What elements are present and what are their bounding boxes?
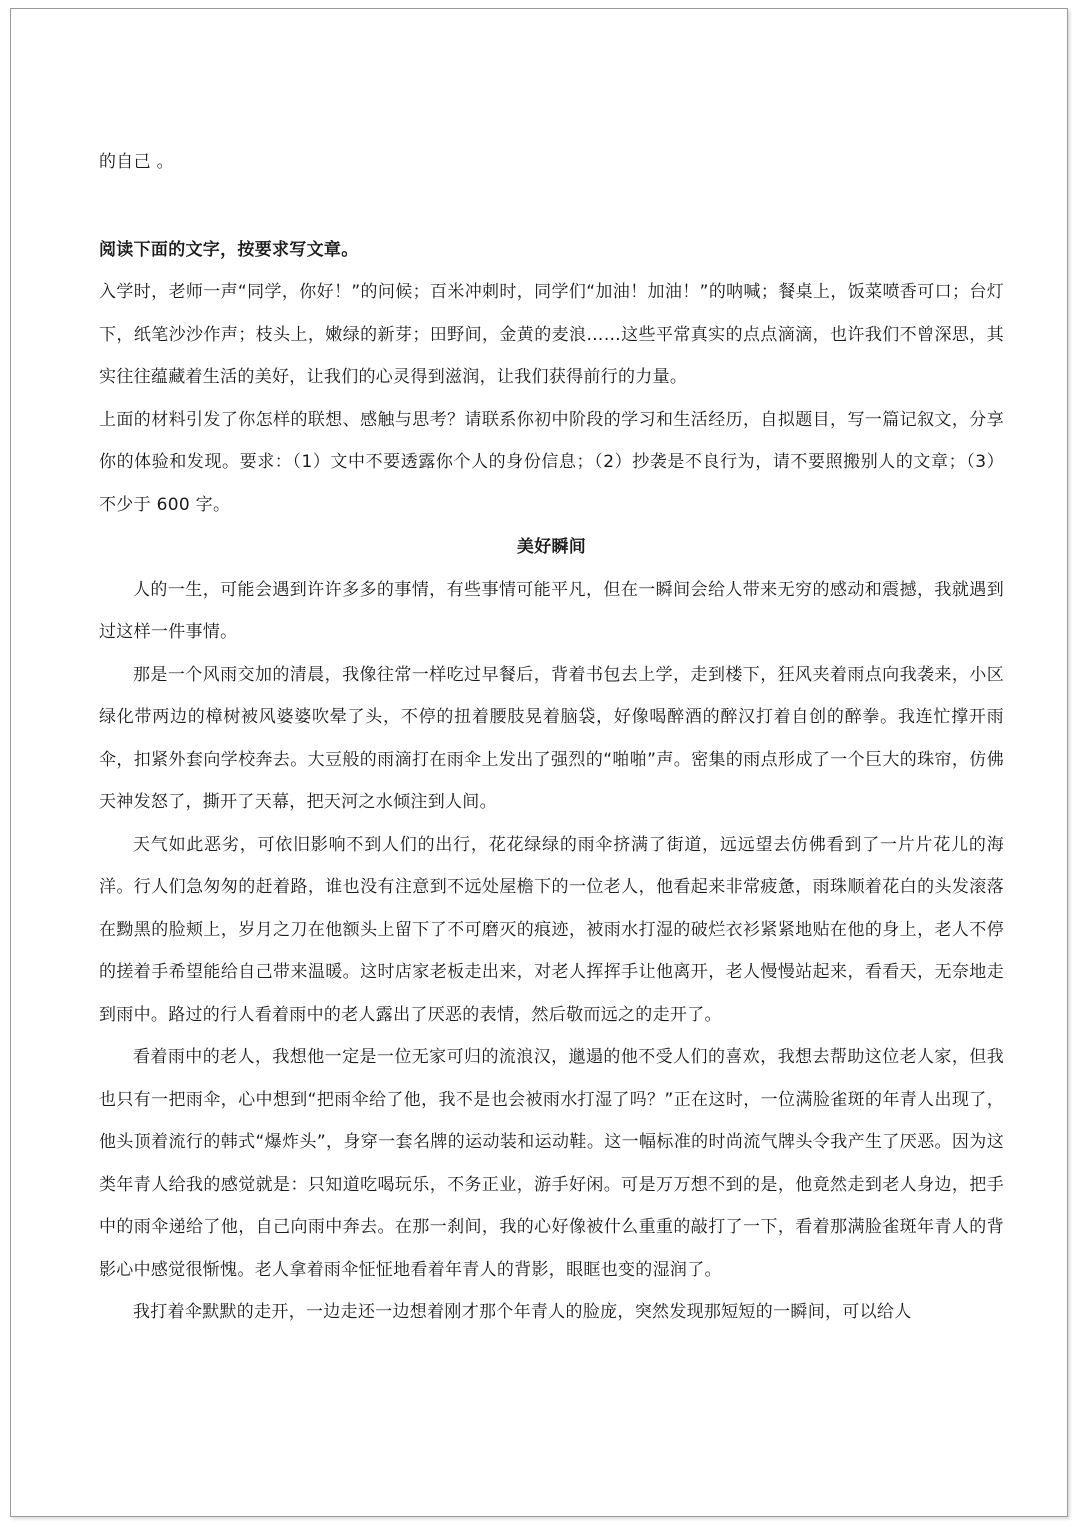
paragraph-spacer [99,184,1004,229]
essay-title: 美好瞬间 [516,537,587,557]
material-paragraph: 入学时，老师一声“同学，你好！”的问候；百米冲刺时，同学们“加油！加油！”的呐喊；餐桌上，饭菜喷香可口；台灯下，纸笔沙沙作声；枝头上，嫩绿的新芽；田野间，金黄的麦浪……这些平常真实的点点滴滴，也许我们不曾深思，其实往往蕴藏着生活的美好，让我们的心灵得到滋润，让我们获得前行的力量。 [99,282,1004,387]
essay-paragraph-4: 看着雨中的老人，我想他一定是一位无家可归的流浪汉，邋遢的他不受人们的喜欢，我想去帮助这位老人家，但我也只有一把雨伞，心中想到“把雨伞给了他，我不是也会被雨水打湿了吗？”正在这时，一位满脸雀斑的年青人出现了，他头顶着流行的韩式“爆炸头”，身穿一套名牌的运动装和运动鞋。这一幅标准的时尚流气牌头令我产生了厌恶。因为这类年青人给我的感觉就是：只知道吃喝玩乐，不务正业，游手好闲。可是万万想不到的是，他竟然走到老人身边，把手中的雨伞递给了他，自己向雨中奔去。在那一刹间，我的心好像被什么重重的敲打了一下，看着那满脸雀斑年青人的背影心中感觉很惭愧。老人拿着雨伞怔怔地看着年青人的背影，眼眶也变的湿润了。 [99,1047,1004,1280]
essay-paragraph-2: 那是一个风雨交加的清晨，我像往常一样吃过早餐后，背着书包去上学，走到楼下，狂风夹着雨点向我袭来，小区绿化带两边的樟树被风婆婆吹晕了头，不停的扭着腰肢晃着脑袋，好像喝醉酒的醉汉打着自创的醉拳。我连忙撑开雨伞，扣紧外套向学校奔去。大豆般的雨滴打在雨伞上发出了强烈的“啪啪”声。密集的雨点形成了一个巨大的珠帘，仿佛天神发怒了，撕开了天幕，把天河之水倾注到人间。 [99,664,1004,812]
essay-paragraph-3: 天气如此恶劣，可依旧影响不到人们的出行，花花绿绿的雨伞挤满了街道，远远望去仿佛看到了一片片花儿的海洋。行人们急匆匆的赶着路，谁也没有注意到不远处屋檐下的一位老人，他看起来非常疲惫，雨珠顺着花白的头发滚落在黝黑的脸颊上，岁月之刀在他额头上留下了不可磨灭的痕迹，被雨水打湿的破烂衣衫紧紧地贴在他的身上，老人不停的搓着手希望能给自己带来温暖。这时店家老板走出来，对老人挥挥手让他离开，老人慢慢站起来，看看天，无奈地走到雨中。路过的行人看着雨中的老人露出了厌恶的表情，然后敬而远之的走开了。 [99,834,1004,1025]
document-page [10,8,1068,1517]
essay-paragraph-1: 人的一生，可能会遇到许许多多的事情，有些事情可能平凡，但在一瞬间会给人带来无穷的感动和震撼，我就遇到过这样一件事情。 [99,579,1004,642]
prompt-heading: 阅读下面的文字，按要求写文章。 [99,239,359,260]
carryover-line: 的自己 。 [99,152,174,172]
essay-paragraph-5: 我打着伞默默的走开，一边走还一边想着刚才那个年青人的脸庞，突然发现那短短的一瞬间，可以给人 [133,1302,912,1322]
document-body [99,141,1004,1334]
requirements-paragraph: 上面的材料引发了你怎样的联想、感触与思考？请联系你初中阶段的学习和生活经历，自拟题目，写一篇记叙文，分享你的体验和发现。要求：（1）文中不要透露你个人的身份信息；（2）抄袭是不良行为，请不要照搬别人的文章；（3）不少于 600 字。 [99,409,1004,515]
